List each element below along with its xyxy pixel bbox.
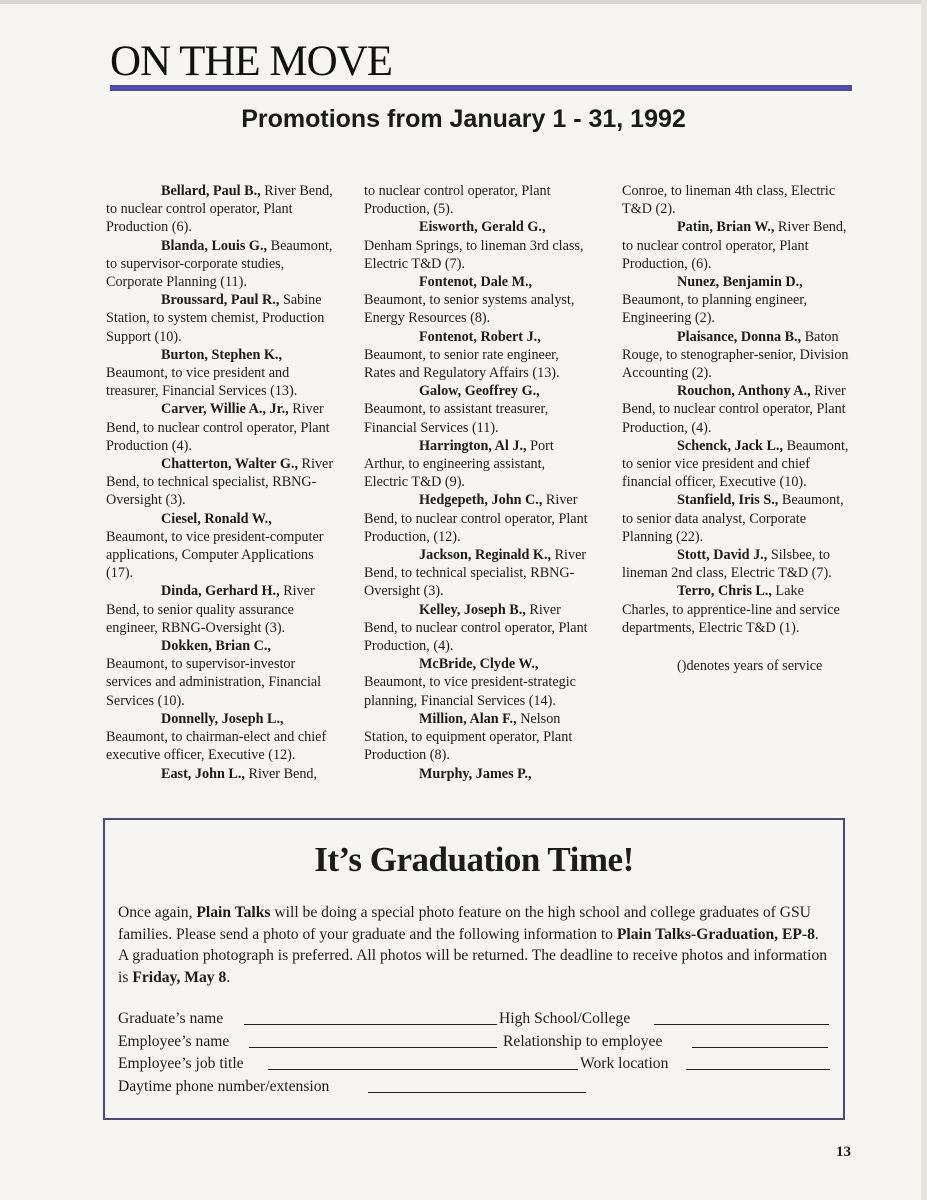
form-row-1 [118, 1008, 830, 1031]
employee-name: Murphy, James P., [419, 765, 532, 782]
employee-name: McBride, Clyde W., [419, 656, 539, 673]
promotion-detail: Beaumont, to supervisor-corporate studies, Corporate Planning (11). [106, 237, 333, 291]
promotion-detail: River Bend, [244, 765, 318, 782]
promotion-detail: Beaumont, to senior vice president and chief financial officer, Executive (10). [622, 437, 849, 491]
graduation-box [103, 818, 845, 1120]
promotion-entry [106, 400, 334, 455]
column-2 [364, 182, 592, 783]
school-label: High School/College [499, 1010, 631, 1027]
body-bold-2: Plain Talks-Graduation, EP-8 [616, 925, 815, 943]
employee-name: East, John L., [161, 765, 245, 782]
promotion-detail: Silsbee, to lineman 2nd class, Electric T&D (7). [622, 547, 832, 582]
promotion-entry [622, 182, 850, 218]
employee-name: Bellard, Paul B., [161, 183, 261, 199]
graduation-body [118, 902, 830, 988]
promotion-entry [106, 346, 334, 401]
promotion-detail: River Bend, to senior quality assurance engineer, RBNG-Oversight (3). [106, 583, 315, 636]
promotion-detail: Beaumont, to planning engineer, Engineering (2). [622, 292, 808, 327]
column-1 [106, 182, 334, 783]
employee-name: Stott, David J., [677, 547, 768, 564]
body-text-4: . [226, 968, 231, 986]
promotion-detail: Conroe, to lineman 4th class, Electric T&D (2). [622, 183, 836, 218]
promotion-detail: River Bend, to nuclear control operator, Plant Production, (6). [622, 219, 847, 272]
promotion-detail: River Bend, to nuclear control operator, Plant Production, (4). [364, 601, 588, 655]
page-subtitle: Promotions from January 1 - 31, 1992 [241, 105, 686, 133]
promotion-entry [106, 182, 334, 237]
graduation-form [118, 1008, 830, 1098]
job-title-field[interactable] [268, 1053, 578, 1070]
employee-name-field[interactable] [249, 1031, 497, 1048]
employee-name: Plaisance, Donna B., [677, 328, 802, 345]
form-row-4 [118, 1076, 830, 1099]
promotion-detail: Lake Charles, to apprentice-line and service departments, Electric T&D (1). [622, 583, 840, 636]
promotion-entry [106, 765, 334, 783]
school-field[interactable] [654, 1008, 829, 1025]
promotion-detail: River Bend, to nuclear control operator, Plant Production (4). [106, 401, 330, 454]
promotion-entry [622, 273, 850, 328]
promotion-detail: Beaumont, to vice president-computer applications, Computer Applications (17). [106, 528, 324, 582]
promotion-entry [622, 582, 850, 637]
employee-name: Jackson, Reginald K., [419, 547, 552, 564]
promotion-entry [106, 510, 334, 583]
employee-name: Harrington, Al J., [419, 437, 527, 454]
promotion-detail: Beaumont, to chairman-elect and chief executive officer, Executive (12). [106, 729, 327, 764]
promotion-entry [106, 237, 334, 292]
graduation-title: It’s Graduation Time! [314, 840, 634, 879]
employee-name: Rouchon, Anthony A., [677, 383, 811, 400]
promotion-entry [364, 328, 592, 383]
masthead: ON THE MOVE [110, 38, 393, 85]
promotion-detail: River Bend, to nuclear control operator, Plant Production, (4). [622, 383, 846, 436]
promotion-entry [364, 765, 592, 783]
phone-field[interactable] [368, 1076, 586, 1093]
employee-name: Kelley, Joseph B., [419, 601, 526, 618]
employee-name: Hedgepeth, John C., [419, 492, 543, 509]
promotion-entry [622, 491, 850, 546]
promotion-entry [622, 218, 850, 273]
promotion-entry [364, 546, 592, 601]
promotion-detail: River Bend, to nuclear control operator, Plant Production, (12). [364, 492, 588, 545]
promotion-entry [364, 655, 592, 710]
body-text-3: . A graduation photograph is preferred. All photos will be returned. The deadline to receive photos and information is [118, 925, 828, 986]
phone-label: Daytime phone number/extension [118, 1077, 330, 1095]
employee-name: Patin, Brian W., [677, 219, 775, 236]
body-bold-3: Friday, May 8 [132, 968, 227, 986]
employee-name: Carver, Willie A., Jr., [161, 401, 289, 418]
promotion-detail: to nuclear control operator, Plant Production, (5). [364, 183, 551, 218]
promotion-detail: Baton Rouge, to stenographer-senior, Division Accounting (2). [622, 328, 849, 382]
service-note: ()denotes years of service [677, 658, 823, 675]
promotion-entry [106, 291, 334, 346]
promotion-entry [622, 328, 850, 383]
promotion-detail: Beaumont, to senior systems analyst, Energy Resources (8). [364, 292, 575, 327]
body-text-2: will be doing a special photo feature on the high school and college graduates of GSU families. Please send a photo of your graduate and the following information to [118, 904, 811, 943]
employee-name: Million, Alan F., [419, 710, 517, 727]
promotion-entry [364, 182, 592, 218]
employee-name: Eisworth, Gerald G., [419, 219, 546, 236]
promotion-detail: River Bend, to technical specialist, RBNG-Oversight (3). [364, 547, 587, 600]
promotion-entry [364, 437, 592, 492]
promotion-detail: Nelson Station, to equipment operator, Plant Production (8). [364, 710, 573, 764]
form-row-2 [118, 1031, 830, 1054]
column-3 [622, 182, 850, 675]
promotion-entry [106, 637, 334, 710]
promotion-detail: Beaumont, to senior data analyst, Corporate Planning (22). [622, 492, 844, 545]
masthead-rule [110, 85, 852, 91]
employee-name-label: Employee’s name [118, 1032, 230, 1050]
promotion-detail: River Bend, to technical specialist, RBNG-Oversight (3). [106, 456, 334, 509]
employee-name: Fontenot, Dale M., [419, 274, 533, 291]
employee-name: Galow, Geoffrey G., [419, 383, 540, 400]
employee-name: Donnelly, Joseph L., [161, 710, 284, 727]
promotion-entry [622, 546, 850, 582]
promotion-detail: Port Arthur, to engineering assistant, Electric T&D (9). [364, 437, 554, 491]
employee-name: Schenck, Jack L., [677, 437, 784, 454]
employee-name: Nunez, Benjamin D., [677, 274, 803, 291]
page-number: 13 [836, 1144, 851, 1160]
promotion-entry [622, 437, 850, 492]
employee-name: Chatterton, Walter G., [161, 456, 298, 473]
promotion-entry [364, 491, 592, 546]
promotion-detail: Beaumont, to vice president-strategic planning, Financial Services (14). [364, 674, 576, 709]
employee-name: Terro, Chris L., [677, 583, 772, 600]
promotion-entry [106, 455, 334, 510]
promotion-detail: Denham Springs, to lineman 3rd class, Electric T&D (7). [364, 237, 584, 272]
graduate-name-label: Graduate’s name [118, 1010, 224, 1027]
employee-name: Stanfield, Iris S., [677, 492, 779, 509]
relationship-field[interactable] [692, 1031, 828, 1048]
employee-name: Ciesel, Ronald W., [161, 510, 272, 527]
top-border [0, 0, 927, 4]
employee-name: Dokken, Brian C., [161, 638, 271, 655]
promotion-entry [364, 710, 592, 765]
body-text-1: Once again, [118, 904, 197, 921]
employee-name: Blanda, Louis G., [161, 237, 268, 254]
promotion-entry [622, 382, 850, 437]
promotion-entry [364, 601, 592, 656]
promotion-detail: Beaumont, to vice president and treasurer, Financial Services (13). [106, 365, 298, 400]
job-title-label: Employee’s job title [118, 1055, 244, 1072]
promotion-detail: Beaumont, to supervisor-investor services and administration, Financial Services (10). [106, 656, 322, 709]
promotion-entry [364, 218, 592, 273]
promotion-entry [364, 273, 592, 328]
form-row-3 [118, 1053, 830, 1076]
employee-name: Broussard, Paul R., [161, 292, 280, 309]
promotion-detail: Sabine Station, to system chemist, Production Support (10). [106, 292, 325, 345]
body-bold-1: Plain Talks [196, 904, 271, 921]
graduate-name-field[interactable] [244, 1008, 497, 1025]
employee-name: Fontenot, Robert J., [419, 328, 541, 345]
promotion-detail: River Bend, to nuclear control operator, Plant Production (6). [106, 183, 333, 236]
relationship-label: Relationship to employee [503, 1032, 663, 1050]
employee-name: Dinda, Gerhard H., [161, 583, 280, 600]
promotion-entry [364, 382, 592, 437]
employee-name: Burton, Stephen K., [161, 346, 283, 363]
promotion-detail: Beaumont, to assistant treasurer, Financial Services (11). [364, 401, 549, 436]
promotion-entry [106, 710, 334, 765]
page-edge [921, 0, 927, 1200]
work-location-field[interactable] [686, 1053, 830, 1070]
promotion-detail: Beaumont, to senior rate engineer, Rates and Regulatory Affairs (13). [364, 346, 560, 382]
work-location-label: Work location [580, 1055, 669, 1072]
promotion-entry [106, 582, 334, 637]
